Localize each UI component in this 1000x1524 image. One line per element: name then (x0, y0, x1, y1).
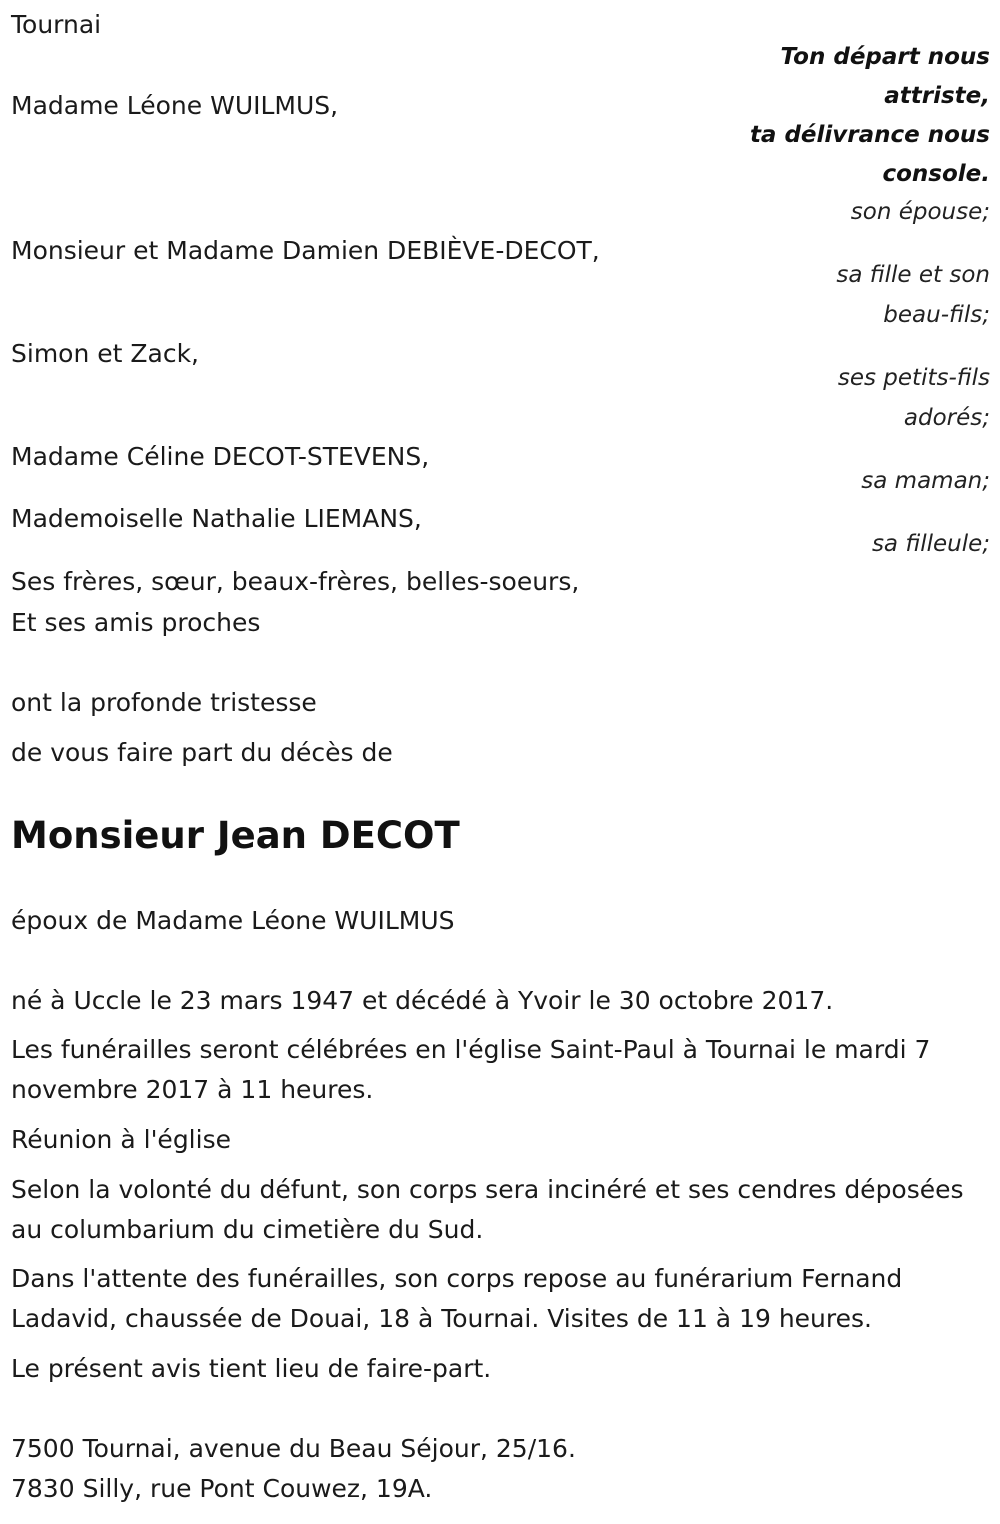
others-line: Ses frères, sœur, beaux-frères, belles-soeurs, (11, 567, 580, 596)
motto (690, 38, 990, 194)
motto-line: attriste, (884, 83, 990, 109)
family-relation (730, 358, 990, 438)
detail-paragraph: Selon la volonté du défunt, son corps sera incinéré et ses cendres déposées au columbarium du cimetière du Sud. (11, 1175, 964, 1244)
detail-paragraph: né à Uccle le 23 mars 1947 et décédé à Yvoir le 30 octobre 2017. (11, 986, 834, 1015)
family-member-name: Madame Léone WUILMUS, (11, 91, 339, 120)
family-member-name: Mademoiselle Nathalie LIEMANS, (11, 504, 422, 533)
family-relation (730, 524, 990, 564)
relation-text: ses petits-fils (837, 365, 990, 391)
relation-text: sa maman; (861, 468, 990, 494)
spouse-line: époux de Madame Léone WUILMUS (11, 906, 455, 935)
address-line: 7830 Silly, rue Pont Couwez, 19A. (11, 1474, 433, 1503)
family-relation (730, 255, 990, 335)
detail-paragraph: Réunion à l'église (11, 1125, 231, 1154)
motto-line: ta délivrance nous (749, 122, 990, 148)
detail-paragraph: Dans l'attente des funérailles, son corps repose au funérarium Fernand Ladavid, chaussée de Douai, 18 à Tournai. Visites de 11 à 19 heures. (11, 1264, 903, 1333)
address-line: 7500 Tournai, avenue du Beau Séjour, 25/16. (11, 1434, 576, 1463)
family-member-name: Simon et Zack, (11, 339, 200, 368)
relation-text: beau-fils; (883, 302, 990, 328)
detail-paragraph: Le présent avis tient lieu de faire-part. (11, 1354, 492, 1383)
relation-text: sa fille et son (836, 262, 990, 288)
relation-text: adorés; (903, 405, 990, 431)
family-relation (730, 461, 990, 501)
relation-text: son épouse; (850, 199, 990, 225)
motto-line: Ton départ nous (780, 44, 990, 70)
deceased-name: Monsieur Jean DECOT (11, 814, 460, 857)
detail-paragraph: Les funérailles seront célébrées en l'église Saint-Paul à Tournai le mardi 7 novembre 2017 à 11 heures. (11, 1035, 931, 1104)
announcement-line: ont la profonde tristesse (11, 688, 317, 717)
motto-line: console. (882, 161, 990, 187)
city-label: Tournai (11, 10, 102, 39)
others-line: Et ses amis proches (11, 608, 261, 637)
relation-text: sa filleule; (871, 531, 990, 557)
family-relation (730, 192, 990, 232)
family-member-name: Monsieur et Madame Damien DEBIÈVE-DECOT, (11, 236, 600, 265)
announcement-line: de vous faire part du décès de (11, 738, 393, 767)
family-member-name: Madame Céline DECOT-STEVENS, (11, 442, 430, 471)
